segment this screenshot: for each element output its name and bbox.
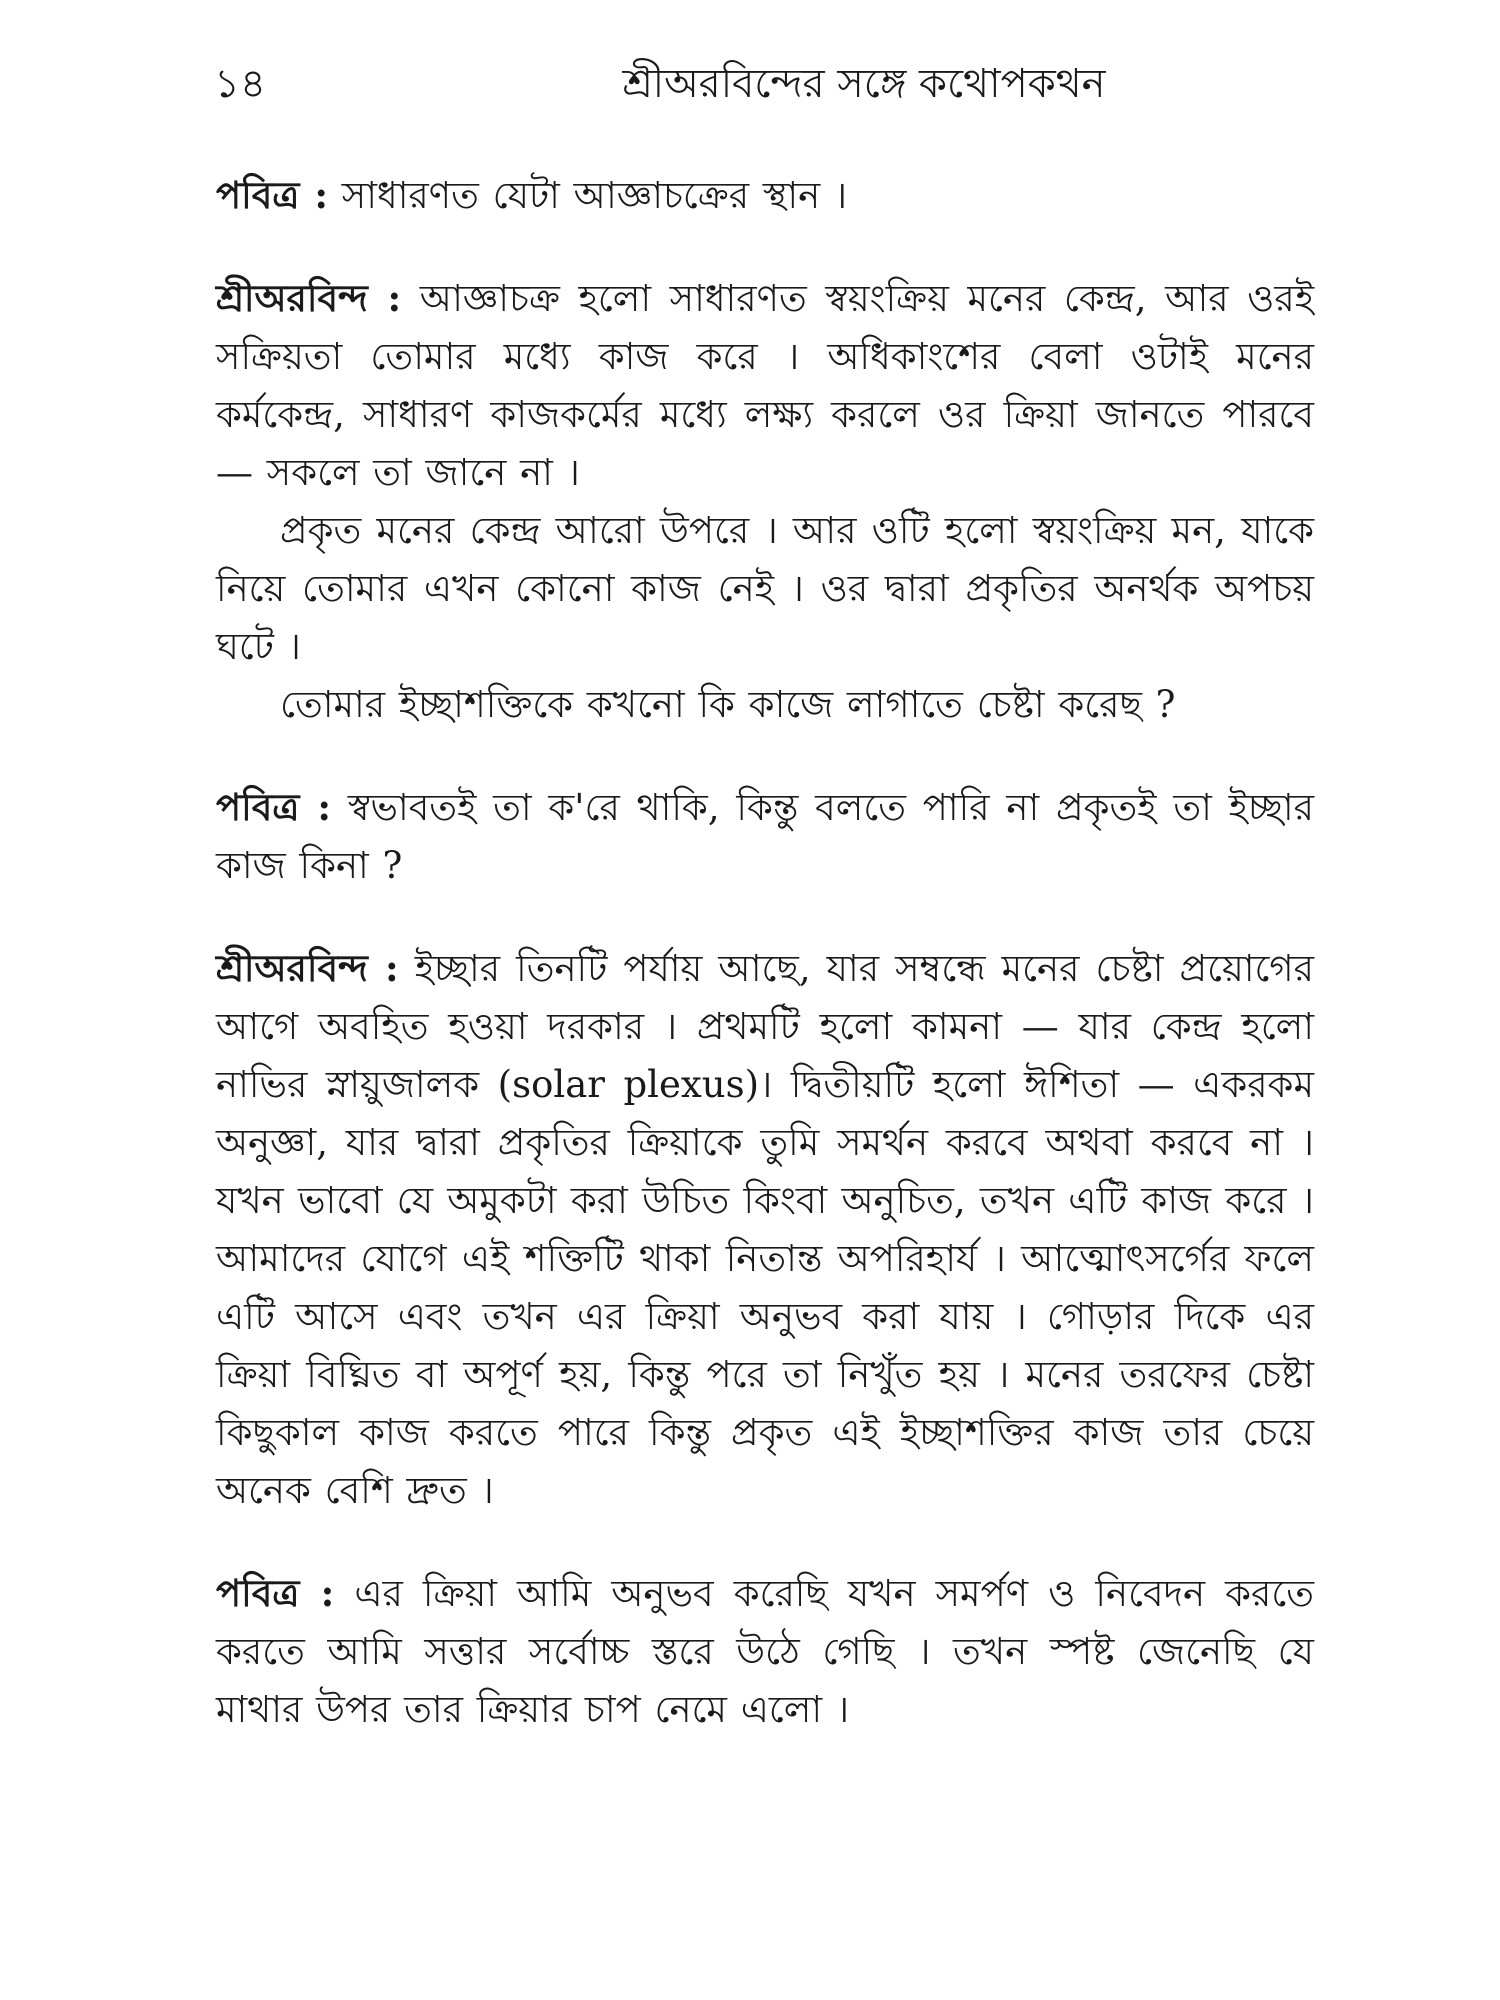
paragraph-text: প্রকৃত মনের কেন্দ্র আরো উপরে । আর ওটি হলো স্বয়ংক্রিয় মন, যাকে নিয়ে তোমার এখন কোনো কাজ নেই । ওর দ্বারা প্রকৃতির অনর্থক অপচয় ঘটে ।: [216, 509, 1314, 668]
dialogue-paragraph: [216, 676, 1314, 734]
speaker-name: পবিত্র :: [216, 1571, 335, 1615]
dialogue-paragraph: [216, 778, 1314, 895]
paragraph-text: এর ক্রিয়া আমি অনুভব করেছি যখন সমর্পণ ও নিবেদন করতে করতে আমি সত্তার সর্বোচ্চ স্তরে উঠে গেছি । তখন স্পষ্ট জেনেছি যে মাথার উপর তার ক্রিয়ার চাপ নেমে এলো ।: [216, 1572, 1314, 1731]
page-header: [214, 52, 1314, 122]
paragraph-text: সাধারণত যেটা আজ্ঞাচক্রের স্থান ।: [341, 174, 848, 217]
block-gap: [216, 895, 1314, 939]
dialogue-paragraph: [216, 269, 1314, 502]
dialogue-paragraph: [216, 166, 1314, 225]
paragraph-text: ইচ্ছার তিনটি পর্যায় আছে, যার সম্বন্ধে মনের চেষ্টা প্রয়োগের আগে অবহিত হওয়া দরকার । প্রথমটি হলো কামনা — যার কেন্দ্র হলো নাভির স্নায়ুজালক (solar plexus)। দ্বিতীয়টি হলো ঈশিতা — একরকম অনুজ্ঞা, যার দ্বারা প্রকৃতির ক্রিয়াকে তুমি সমর্থন করবে অথবা করবে না । যখন ভাবো যে অমুকটা করা উচিত কিংবা অনুচিত, তখন এটি কাজ করে । আমাদের যোগে এই শক্তিটি থাকা নিতান্ত অপরিহার্য । আত্মোৎসর্গের ফলে এটি আসে এবং তখন এর ক্রিয়া অনুভব করা যায় । গোড়ার দিকে এর ক্রিয়া বিঘ্নিত বা অপূর্ণ হয়, কিন্তু পরে তা নিখুঁত হয় । মনের তরফের চেষ্টা কিছুকাল কাজ করতে পারে কিন্তু প্রকৃত এই ইচ্ছাশক্তির কাজ তার চেয়ে অনেক বেশি দ্রুত ।: [216, 947, 1314, 1512]
paragraph-text: স্বভাবতই তা ক'রে থাকি, কিন্তু বলতে পারি না প্রকৃতই তা ইচ্ছার কাজ কিনা ?: [216, 786, 1314, 887]
dialogue-paragraph: [216, 1564, 1314, 1739]
running-title: শ্রীঅরবিন্দের সঙ্গে কথোপকথন: [622, 61, 1106, 107]
speaker-name: শ্রীঅরবিন্দ :: [216, 946, 399, 990]
speaker-name: পবিত্র :: [216, 785, 332, 829]
page-number: ১৪: [214, 61, 266, 107]
page-body: [216, 166, 1314, 1739]
speaker-name: শ্রীঅরবিন্দ :: [216, 276, 402, 320]
dialogue-paragraph: [216, 502, 1314, 676]
block-gap: [216, 225, 1314, 269]
dialogue-paragraph: [216, 939, 1314, 1520]
block-gap: [216, 1520, 1314, 1564]
speaker-name: পবিত্র :: [216, 173, 329, 217]
paragraph-text: আজ্ঞাচক্র হলো সাধারণত স্বয়ংক্রিয় মনের কেন্দ্র, আর ওরই সক্রিয়তা তোমার মধ্যে কাজ করে । অধিকাংশের বেলা ওটাই মনের কর্মকেন্দ্র, সাধারণ কাজকর্মের মধ্যে লক্ষ্য করলে ওর ক্রিয়া জানতে পারবে — সকলে তা জানে না ।: [216, 277, 1314, 494]
paragraph-text: তোমার ইচ্ছাশক্তিকে কখনো কি কাজে লাগাতে চেষ্টা করেছ ?: [280, 683, 1176, 726]
block-gap: [216, 734, 1314, 778]
